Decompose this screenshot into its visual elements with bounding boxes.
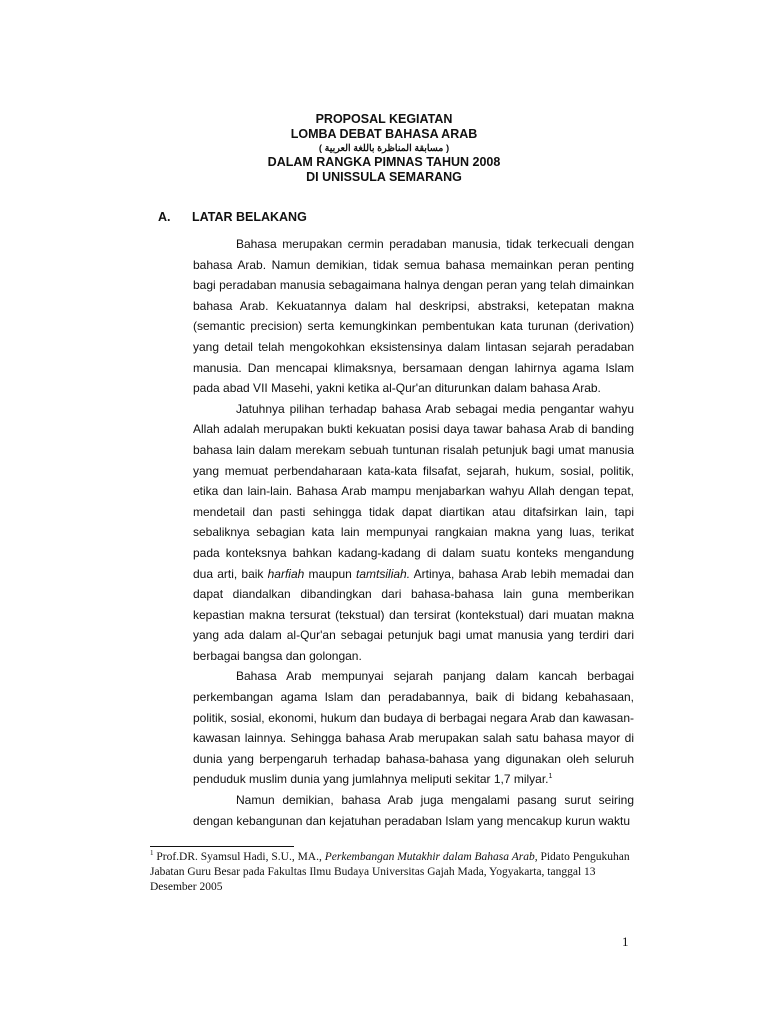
footnote-divider (150, 846, 294, 847)
title-line-venue: DI UNISSULA SEMARANG (306, 170, 462, 184)
footnote-reference[interactable]: 1 (548, 773, 553, 781)
footnote-details: , Pidato Pengukuhan Jabatan Guru Besar pada Fakultas Ilmu Budaya Universitas Gajah Mada, Yogyakarta, tanggal 13 Desember 2005 (150, 851, 630, 893)
title-line-event: LOMBA DEBAT BAHASA ARAB (290, 127, 478, 141)
section-heading (158, 210, 307, 224)
title-line-proposal: PROPOSAL KEGIATAN (315, 112, 453, 126)
paragraph-3 (193, 666, 634, 790)
page-number: 1 (622, 934, 629, 949)
title-line-occasion: DALAM RANGKA PIMNAS TAHUN 2008 (267, 155, 501, 169)
footnote-author: Prof.DR. Syamsul Hadi, S.U., MA., (156, 851, 322, 863)
term-tamtsiliah: tamtsiliah. (356, 566, 411, 581)
title-line-arabic: ( مسابقة المناظرة باللغة العربية ) (318, 143, 450, 154)
footnote-number: 1 (150, 849, 154, 858)
footnote (150, 850, 634, 895)
paragraph-2-part-a: Jatuhnya pilihan terhadap bahasa Arab sebagai media pengantar wahyu Allah adalah merupakan bukti kekuatan posisi daya tawar bahasa Arab di banding bahasa lain dalam merekam sebuah tuntunan risalah petunjuk bagi umat manusia yang memuat perbendaharaan kata-kata filsafat, sejarah, hukum, sosial, politik, etika dan lain-lain. Bahasa Arab mampu menjabarkan wahyu Allah dengan tepat, mendetail dan pasti sehingga tidak dapat diartikan atau ditafsirkan lain, tapi sebaliknya sebagian kata lain mempunyai rangkaian makna yang luas, terikat pada konteksnya bahkan kadang-kadang di dalam suatu konteks mengandung dua arti, baik (193, 401, 634, 581)
footnote-work-title: Perkembangan Mutakhir dalam Bahasa Arab (324, 851, 535, 863)
document-title (0, 112, 768, 185)
section-title: LATAR BELAKANG (192, 210, 307, 224)
term-harfiah: harfiah (267, 566, 305, 581)
body-text (193, 234, 634, 831)
paragraph-2-part-b: Artinya, bahasa Arab lebih memadai dan dapat diandalkan dibandingkan dari bahasa-bahasa lain guna memberikan kepastian makna tersurat (tekstual) dan tersirat (kontekstual) dari muatan makna yang ada dalam al-Qur'an sebagai petunjuk bagi umat manusia yang terdiri dari berbagai bangsa dan golongan. (193, 566, 634, 663)
paragraph-2-mid: maupun (308, 566, 352, 581)
paragraph-4: Namun demikian, bahasa Arab juga mengalami pasang surut seiring dengan kebangunan dan kejatuhan peradaban Islam yang mencakup kurun waktu (193, 793, 634, 828)
paragraph-2 (193, 399, 634, 667)
section-letter: A. (158, 210, 171, 224)
paragraph-1: Bahasa merupakan cermin peradaban manusia, tidak terkecuali dengan bahasa Arab. Namun demikian, tidak semua bahasa memainkan peran penting bagi peradaban manusia sebagaimana halnya dengan peran yang telah dimainkan bahasa Arab. Kekuatannya dalam hal deskripsi, abstraksi, ketepatan makna (semantic precision) serta kemungkinkan pembentukan kata turunan (derivation) yang detail telah mengokohkan eksistensinya dalam lintasan sejarah peradaban manusia. Dan mencapai klimaksnya, bersamaan dengan lahirnya agama Islam pada abad VII Masehi, yakni ketika al-Qur'an diturunkan dalam bahasa Arab. (193, 237, 634, 396)
paragraph-3-text: Bahasa Arab mempunyai sejarah panjang dalam kancah berbagai perkembangan agama Islam dan peradabannya, baik di bidang kebahasaan, politik, sosial, ekonomi, hukum dan budaya di berbagai negara Arab dan kawasan-kawasan lainnya. Sehingga bahasa Arab merupakan salah satu bahasa mayor di dunia yang berpengaruh terhadap bahasa-bahasa yang digunakan oleh seluruh penduduk muslim dunia yang jumlahnya meliputi sekitar 1,7 milyar. (193, 669, 634, 787)
